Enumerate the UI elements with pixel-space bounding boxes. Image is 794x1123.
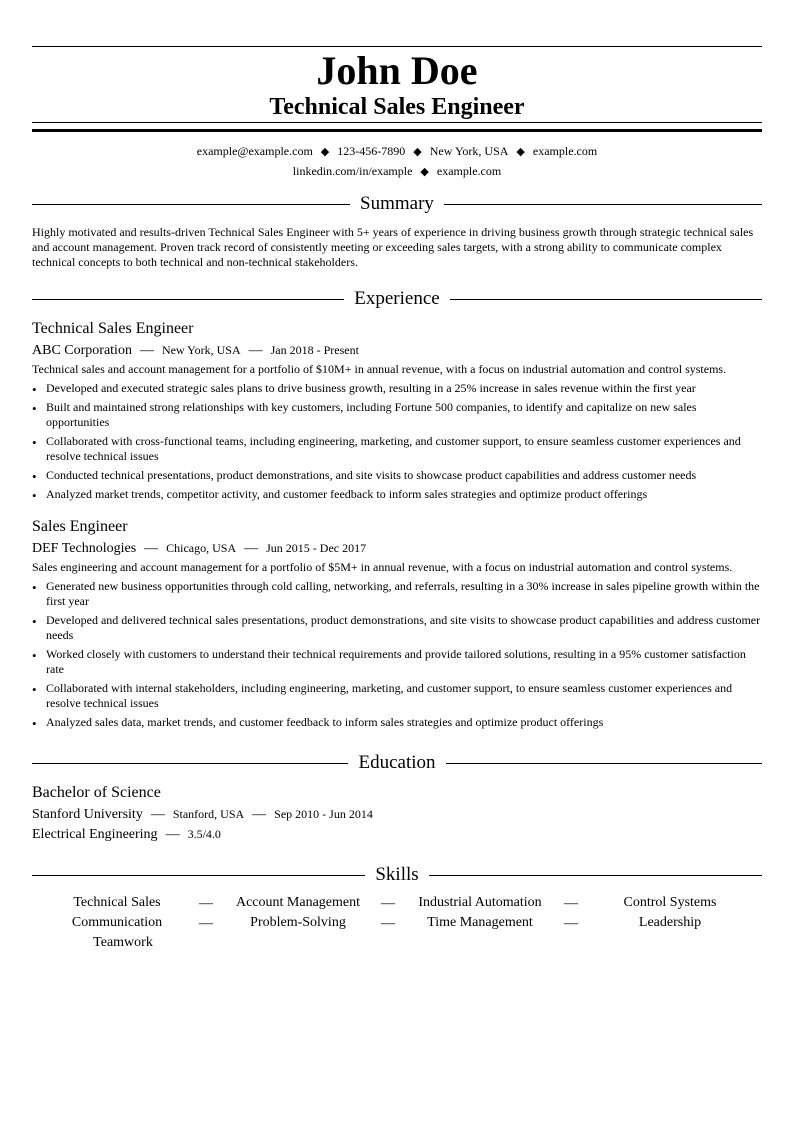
job-bullets <box>32 579 762 734</box>
job-company: DEF Technologies <box>32 541 137 556</box>
dash-separator: — <box>252 807 267 822</box>
skills-row <box>32 933 762 953</box>
dash-separator: — <box>199 896 213 911</box>
experience-heading-label: Experience <box>344 288 449 309</box>
contact-website[interactable]: example.com <box>532 144 598 158</box>
dash-separator: — <box>381 916 395 931</box>
dash-separator: — <box>144 541 159 556</box>
job-bullet: • Collaborated with internal stakeholders, including engineering, marketing, and customer support, to ensure seamless customer experiences and resolve technical issues <box>32 681 762 711</box>
candidate-name: John Doe <box>316 48 478 93</box>
skill-item: Control Systems <box>623 895 717 910</box>
job-bullet: • Generated new business opportunities through cold calling, networking, and referrals, resulting in a 30% increase in sales pipeline growth within the first year <box>32 579 762 609</box>
job-dates: Jun 2015 - Dec 2017 <box>266 541 367 555</box>
job-bullet: • Analyzed market trends, competitor activity, and customer feedback to inform sales strategies and optimize product offerings <box>32 487 762 502</box>
major-meta <box>32 825 221 844</box>
contact-email[interactable]: example@example.com <box>196 144 313 158</box>
contact-linkedin[interactable]: linkedin.com/in/example <box>292 164 413 178</box>
dash-separator: — <box>244 541 259 556</box>
skills-heading-label: Skills <box>365 864 428 885</box>
job-bullet: • Analyzed sales data, market trends, and customer feedback to inform sales strategies and optimize product offerings <box>32 715 762 730</box>
skills-row <box>32 913 762 933</box>
diamond-separator-icon: ◆ <box>420 166 429 178</box>
header-thin-rule <box>32 122 762 123</box>
skill-item: Problem-Solving <box>250 915 346 930</box>
school-name: Stanford University <box>32 807 143 822</box>
skill-item: Technical Sales <box>73 895 161 910</box>
job-bullets <box>32 381 762 506</box>
job-meta <box>32 539 366 558</box>
degree: Bachelor of Science <box>32 784 161 801</box>
candidate-title: Technical Sales Engineer <box>269 94 525 120</box>
dash-separator: — <box>564 896 578 911</box>
skill-item: Teamwork <box>93 935 153 950</box>
skills-grid <box>32 893 762 953</box>
job-bullet: • Developed and delivered technical sales presentations, product demonstrations, and site visits to showcase product capabilities and address customer needs <box>32 613 762 643</box>
job-meta <box>32 341 359 360</box>
contact-line-2 <box>32 162 762 181</box>
header-thick-rule <box>32 129 762 132</box>
job-dates: Jan 2018 - Present <box>270 343 359 357</box>
contact-line-1 <box>32 142 762 161</box>
job-bullet: • Built and maintained strong relationships with key customers, including Fortune 500 companies, to identify and capitalize on new sales opportunities <box>32 400 762 430</box>
skill-item: Time Management <box>427 915 533 930</box>
dash-separator: — <box>165 827 180 842</box>
summary-text: Highly motivated and results-driven Technical Sales Engineer with 5+ years of experience in driving business growth through strategic technical sales and account management. Proven track record of consistently meeting or exceeding sales targets, with a strong ability to communicate complex technical concepts to both technical and non-technical stakeholders. <box>32 225 754 269</box>
diamond-separator-icon: ◆ <box>413 146 422 158</box>
job-bullet: • Worked closely with customers to understand their technical requirements and provide tailored solutions, resulting in a 95% customer satisfaction rate <box>32 647 762 677</box>
education-heading <box>32 751 762 775</box>
gpa: 3.5/4.0 <box>187 827 221 841</box>
diamond-separator-icon: ◆ <box>320 146 330 158</box>
education-dates: Sep 2010 - Jun 2014 <box>274 807 373 821</box>
dash-separator: — <box>139 343 154 358</box>
skill-item: Account Management <box>235 895 360 910</box>
contact-location: New York, USA <box>429 144 509 158</box>
dash-separator: — <box>381 896 395 911</box>
education-heading-label: Education <box>348 752 445 773</box>
job-bullet: • Developed and executed strategic sales plans to drive business growth, resulting in a 25% increase in sales revenue within the first year <box>32 381 762 396</box>
summary-heading <box>32 192 762 216</box>
dash-separator: — <box>150 807 165 822</box>
dash-separator: — <box>564 916 578 931</box>
job-bullet: • Collaborated with cross-functional teams, including engineering, marketing, and customer support, to ensure seamless customer experiences and resolve technical issues <box>32 434 762 464</box>
dash-separator: — <box>199 916 213 931</box>
skills-row <box>32 893 762 913</box>
job-title: Sales Engineer <box>32 518 128 535</box>
diamond-separator-icon: ◆ <box>516 146 525 158</box>
major: Electrical Engineering <box>32 827 158 842</box>
school-location: Stanford, USA <box>172 807 245 821</box>
experience-heading <box>32 287 762 311</box>
job-description: Technical sales and account management for a portfolio of $10M+ in annual revenue, with a focus on industrial automation and control systems. <box>32 362 727 376</box>
job-location: New York, USA <box>161 343 241 357</box>
dash-separator: — <box>248 343 263 358</box>
job-location: Chicago, USA <box>166 541 237 555</box>
job-company: ABC Corporation <box>32 343 132 358</box>
skill-item: Communication <box>71 915 163 930</box>
skills-heading <box>32 863 762 887</box>
education-meta <box>32 805 373 824</box>
contact-phone[interactable]: 123-456-7890 <box>337 144 406 158</box>
job-description: Sales engineering and account management for a portfolio of $5M+ in annual revenue, with a focus on industrial automation and control systems. <box>32 560 733 574</box>
skill-item: Leadership <box>638 915 702 930</box>
job-bullet: • Conducted technical presentations, product demonstrations, and site visits to showcase product capabilities and address customer needs <box>32 468 762 483</box>
skill-item: Industrial Automation <box>418 895 542 910</box>
summary-heading-label: Summary <box>350 193 444 214</box>
job-title: Technical Sales Engineer <box>32 320 194 337</box>
contact-website-2[interactable]: example.com <box>436 164 502 178</box>
